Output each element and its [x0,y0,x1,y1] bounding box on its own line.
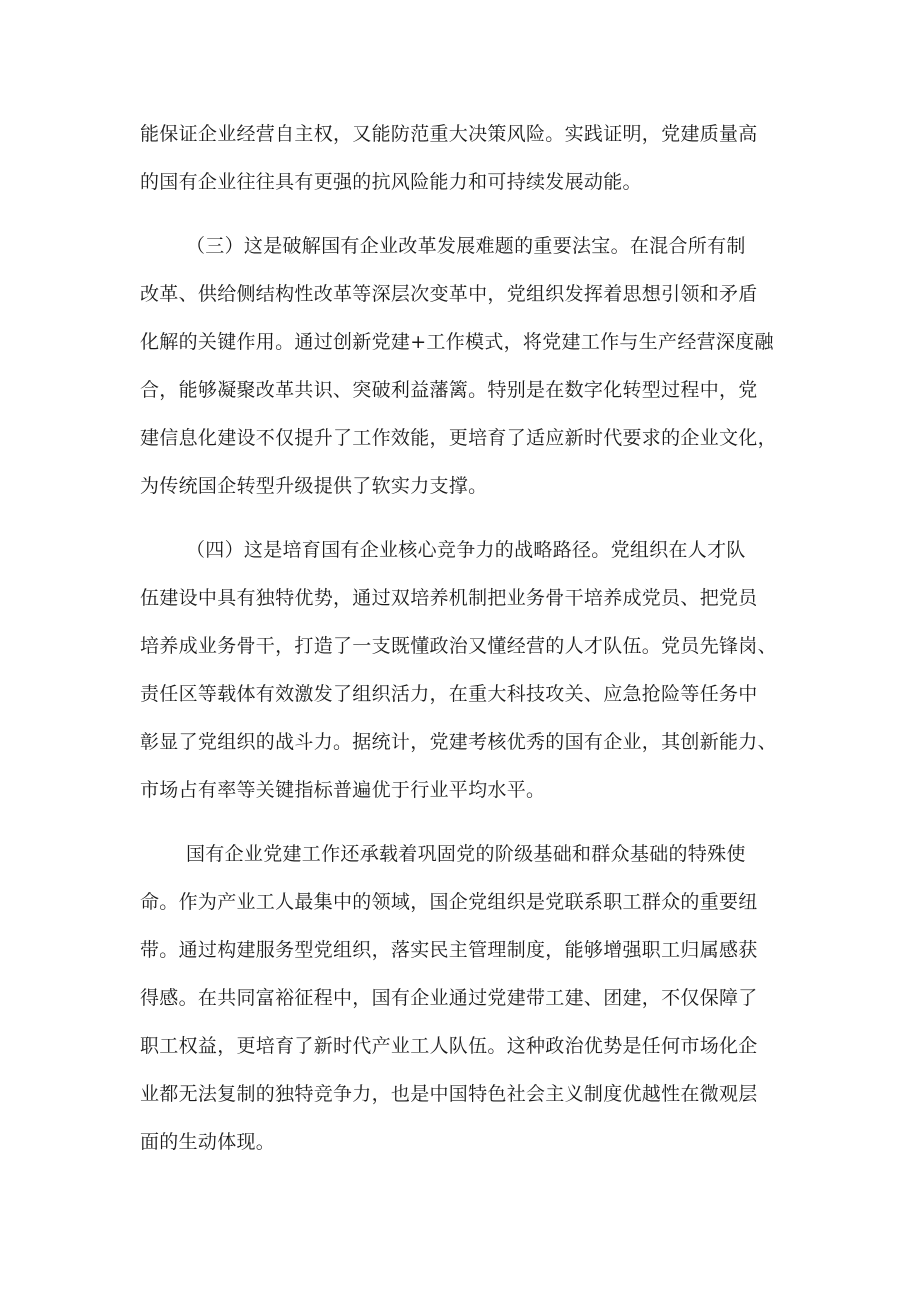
text-line: 改革、供给侧结构性改革等深层次变革中，党组织发挥着思想引领和矛盾 [140,283,758,305]
text-line: 市场占有率等关键指标普遍优于行业平均水平。 [140,779,546,801]
text-line: 能保证企业经营自主权，又能防范重大决策风险。实践证明，党建质量高 [140,123,758,145]
text-line: 带。通过构建服务型党组织，落实民主管理制度，能够增强职工归属感获 [140,939,758,961]
text-line: 彰显了党组织的战斗力。据统计，党建考核优秀的国有企业，其创新能力、 [140,731,777,753]
text-line: 化解的关键作用。通过创新党建+工作模式，将党建工作与生产经营深度融 [140,331,774,353]
text-line: 合，能够凝聚改革共识、突破利益藩篱。特别是在数字化转型过程中，党 [140,379,758,401]
text-line: 的国有企业往往具有更强的抗风险能力和可持续发展动能。 [140,171,642,193]
text-line: （四）这是培育国有企业核心竞争力的战略路径。党组织在人才队 [186,539,746,561]
text-line: 建信息化建设不仅提升了工作效能，更培育了适应新时代要求的企业文化， [140,427,777,449]
text-line: 责任区等载体有效激发了组织活力，在重大科技攻关、应急抢险等任务中 [140,683,758,705]
text-line: 国有企业党建工作还承载着巩固党的阶级基础和群众基础的特殊使 [186,843,746,865]
text-line: 培养成业务骨干，打造了一支既懂政治又懂经营的人才队伍。党员先锋岗、 [140,635,777,657]
text-line: 命。作为产业工人最集中的领域，国企党组织是党联系职工群众的重要纽 [140,891,758,913]
text-line: 得感。在共同富裕征程中，国有企业通过党建带工建、团建，不仅保障了 [140,987,758,1009]
text-line: 职工权益，更培育了新时代产业工人队伍。这种政治优势是任何市场化企 [140,1035,758,1057]
text-line: 伍建设中具有独特优势，通过双培养机制把业务骨干培养成党员、把党员 [140,587,758,609]
text-line: 业都无法复制的独特竞争力，也是中国特色社会主义制度优越性在微观层 [140,1083,758,1105]
text-line: 面的生动体现。 [140,1131,276,1153]
text-line: （三）这是破解国有企业改革发展难题的重要法宝。在混合所有制 [186,235,746,257]
text-line: 为传统国企转型升级提供了软实力支撑。 [140,475,488,497]
